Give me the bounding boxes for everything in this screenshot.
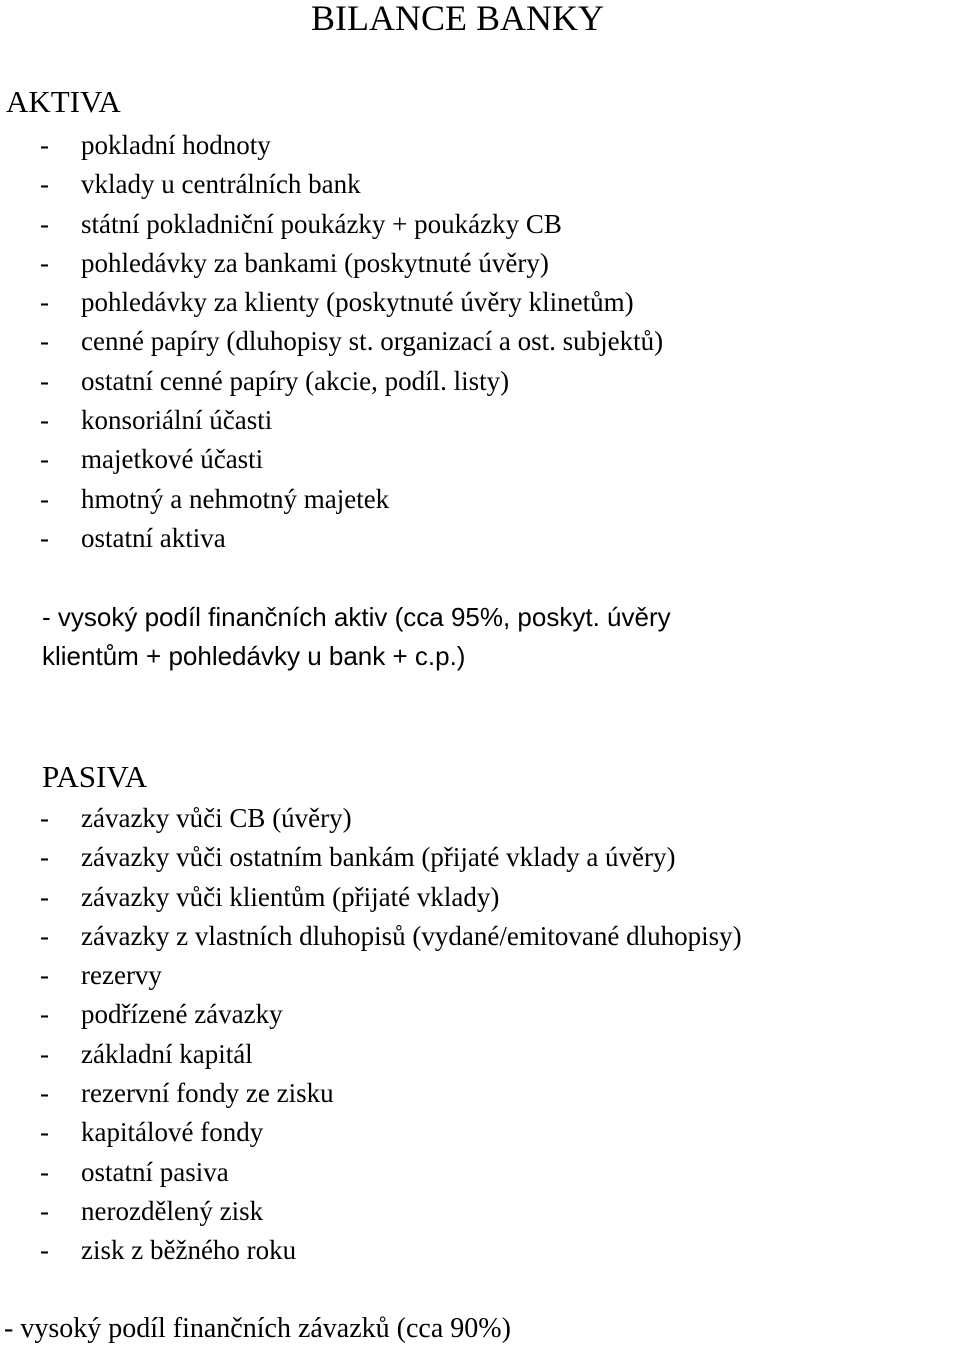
bullet-dash: - xyxy=(40,483,49,514)
list-item-text: pohledávky za bankami (poskytnuté úvěry) xyxy=(81,247,549,278)
bullet-dash: - xyxy=(40,444,49,475)
bullet-dash: - xyxy=(40,920,49,951)
list-item xyxy=(40,956,742,995)
bullet-dash: - xyxy=(40,287,49,318)
aktiva-note-line1: - vysoký podíl finančních aktiv (cca 95%, poskyt. úvěry xyxy=(42,602,671,632)
list-item-text: ostatní pasiva xyxy=(81,1156,229,1187)
list-item-text: ostatní cenné papíry (akcie, podíl. listy) xyxy=(81,365,510,396)
bullet-dash: - xyxy=(40,169,49,200)
list-item xyxy=(40,440,663,479)
bullet-dash: - xyxy=(40,365,49,396)
list-item-text: rezervní fondy ze zisku xyxy=(81,1078,334,1109)
page-title: BILANCE BANKY xyxy=(311,0,604,38)
bullet-dash: - xyxy=(40,522,49,553)
aktiva-note-line2: klientům + pohledávky u bank + c.p.) xyxy=(42,641,466,671)
bullet-dash: - xyxy=(40,803,49,833)
bullet-dash: - xyxy=(40,247,49,278)
list-item-text: státní pokladniční poukázky + poukázky CB xyxy=(81,208,562,239)
list-item xyxy=(40,165,663,204)
bullet-dash: - xyxy=(40,405,49,436)
list-item xyxy=(40,838,742,877)
list-item-text: nerozdělený zisk xyxy=(81,1195,264,1226)
list-item xyxy=(40,283,663,322)
bullet-dash: - xyxy=(40,1195,49,1226)
list-item-text: závazky vůči CB (úvěry) xyxy=(81,803,352,833)
list-item xyxy=(40,995,742,1034)
bullet-dash: - xyxy=(40,1117,49,1148)
bullet-dash: - xyxy=(40,1038,49,1069)
list-item-text: pohledávky za klienty (poskytnuté úvěry klinetům) xyxy=(81,287,634,318)
bullet-dash: - xyxy=(40,999,49,1030)
list-item xyxy=(40,1192,742,1231)
list-item-text: majetkové účasti xyxy=(81,444,264,475)
list-item xyxy=(40,205,663,244)
list-item-text: rezervy xyxy=(81,960,162,991)
list-item-text: konsoriální účasti xyxy=(81,405,273,436)
list-item-text: vklady u centrálních bank xyxy=(81,169,361,200)
list-item xyxy=(40,519,663,558)
list-item xyxy=(40,917,742,956)
list-item xyxy=(40,878,742,917)
list-item xyxy=(40,1113,742,1152)
list-item xyxy=(40,401,663,440)
bullet-dash: - xyxy=(40,842,49,873)
list-item-text: závazky vůči ostatním bankám (přijaté vklady a úvěry) xyxy=(81,842,676,873)
list-item-text: hmotný a nehmotný majetek xyxy=(81,483,390,514)
list-item-text: závazky vůči klientům (přijaté vklady) xyxy=(81,881,500,912)
list-item xyxy=(40,362,663,401)
bullet-dash: - xyxy=(40,1156,49,1187)
bullet-dash: - xyxy=(40,960,49,991)
aktiva-list xyxy=(40,126,663,558)
pasiva-heading: PASIVA xyxy=(42,759,148,794)
pasiva-list xyxy=(40,799,742,1271)
list-item-text: závazky z vlastních dluhopisů (vydané/emitované dluhopisy) xyxy=(81,920,742,951)
list-item xyxy=(40,1035,742,1074)
list-item xyxy=(40,799,742,838)
bullet-dash: - xyxy=(40,1235,49,1266)
list-item-text: podřízené závazky xyxy=(81,999,283,1030)
list-item-text: základní kapitál xyxy=(81,1038,253,1069)
list-item xyxy=(40,1074,742,1113)
list-item-text: zisk z běžného roku xyxy=(81,1235,297,1266)
list-item xyxy=(40,126,663,165)
pasiva-note: - vysoký podíl finančních závazků (cca 90%) xyxy=(4,1313,511,1344)
bullet-dash: - xyxy=(40,1078,49,1109)
bullet-dash: - xyxy=(40,881,49,912)
list-item-text: cenné papíry (dluhopisy st. organizací a ost. subjektů) xyxy=(81,326,664,357)
list-item xyxy=(40,322,663,361)
list-item xyxy=(40,480,663,519)
list-item-text: pokladní hodnoty xyxy=(81,130,271,160)
list-item xyxy=(40,1231,742,1270)
bullet-dash: - xyxy=(40,130,49,160)
list-item xyxy=(40,244,663,283)
bullet-dash: - xyxy=(40,326,49,357)
bullet-dash: - xyxy=(40,208,49,239)
list-item-text: ostatní aktiva xyxy=(81,522,226,553)
aktiva-heading: AKTIVA xyxy=(6,84,121,119)
list-item xyxy=(40,1153,742,1192)
list-item-text: kapitálové fondy xyxy=(81,1117,264,1148)
